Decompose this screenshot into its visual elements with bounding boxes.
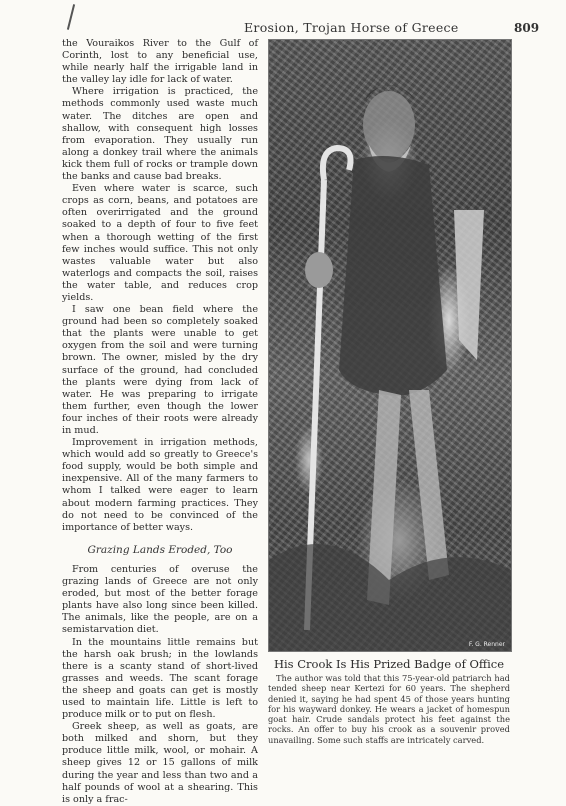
paragraph: Where irrigation is practiced, the methods commonly used waste much water. The ditches are open and shallow, with consequent high losses from evaporation. They usually run along a donkey trail where the animals kick them full of rocks or trample down the banks and cause bad breaks. xyxy=(62,86,258,183)
paragraph: Even where water is scarce, such crops as corn, beans, and potatoes are often overirrigated and the ground soaked to a depth of four to five feet when a thorough wetting of the first few inches would suffice. This not only wastes valuable water but also waterlogs and compacts the soil, raises the water table, and reduces crop yields. xyxy=(62,183,258,303)
shepherd-photograph xyxy=(268,39,512,652)
paragraph: I saw one bean field where the ground had been so completely soaked that the plants were unable to get oxygen from the soil and were turning brown. The owner, misled by the dry surface of the ground, had concluded the plants were dying from lack of water. He was preparing to irrigate them further, even though the lower four inches of their roots were already in mud. xyxy=(62,304,258,436)
shepherd-figure-illustration xyxy=(269,40,511,651)
paragraph: In the mountains little remains but the harsh oak brush; in the lowlands there is a scanty stand of short-lived grasses and weeds. The scant forage the sheep and goats can get is mostly used to maintain life. Little is left to produce milk or to put on flesh. xyxy=(62,636,258,721)
paragraph: the Vouraikos River to the Gulf of Corinth, lost to any beneficial use, while nearly half the irrigable land in the valley lay idle for lack of water. xyxy=(62,38,258,86)
caption-text: The author was told that this 75-year-old patriarch had tended sheep near Kertezi for 60 years. The shepherd denied it, saying he had spent 45 of those years hunting for his wayward donkey. He wears a jacket of homespun goat hair. Crude sandals protect his feet against the rocks. An offer to buy his crook as a souvenir proved unavailing. Some such staffs are intricately carved. xyxy=(268,673,510,745)
body-text-column xyxy=(62,38,258,806)
paragraph: Improvement in irrigation methods, which would add so greatly to Greece's food supply, would be both simple and inexpensive. All of the many farmers to whom I talked were eager to learn about modern farming practices. They do not need to be convinced of the importance of better ways. xyxy=(62,437,258,533)
caption-title: His Crook Is His Prized Badge of Office xyxy=(273,657,505,671)
paragraph: Greek sheep, as well as goats, are both milked and shorn, but they produce little milk, wool, or mohair. A sheep gives 12 or 15 gallons of milk during the year and less than two and a half pounds of wool at a shearing. This is only a frac- xyxy=(62,721,258,805)
page-number: 809 xyxy=(514,21,540,35)
section-subheading: Grazing Lands Eroded, Too xyxy=(87,543,233,556)
pen-mark xyxy=(67,4,75,30)
running-title: Erosion, Trojan Horse of Greece xyxy=(244,20,459,35)
paragraph: From centuries of overuse the grazing lands of Greece are not only eroded, but most of the better forage plants have also long since been killed. The animals, like the people, are on a semistarvation diet. xyxy=(62,563,258,636)
photo-credit: F. G. Renner xyxy=(468,641,505,648)
